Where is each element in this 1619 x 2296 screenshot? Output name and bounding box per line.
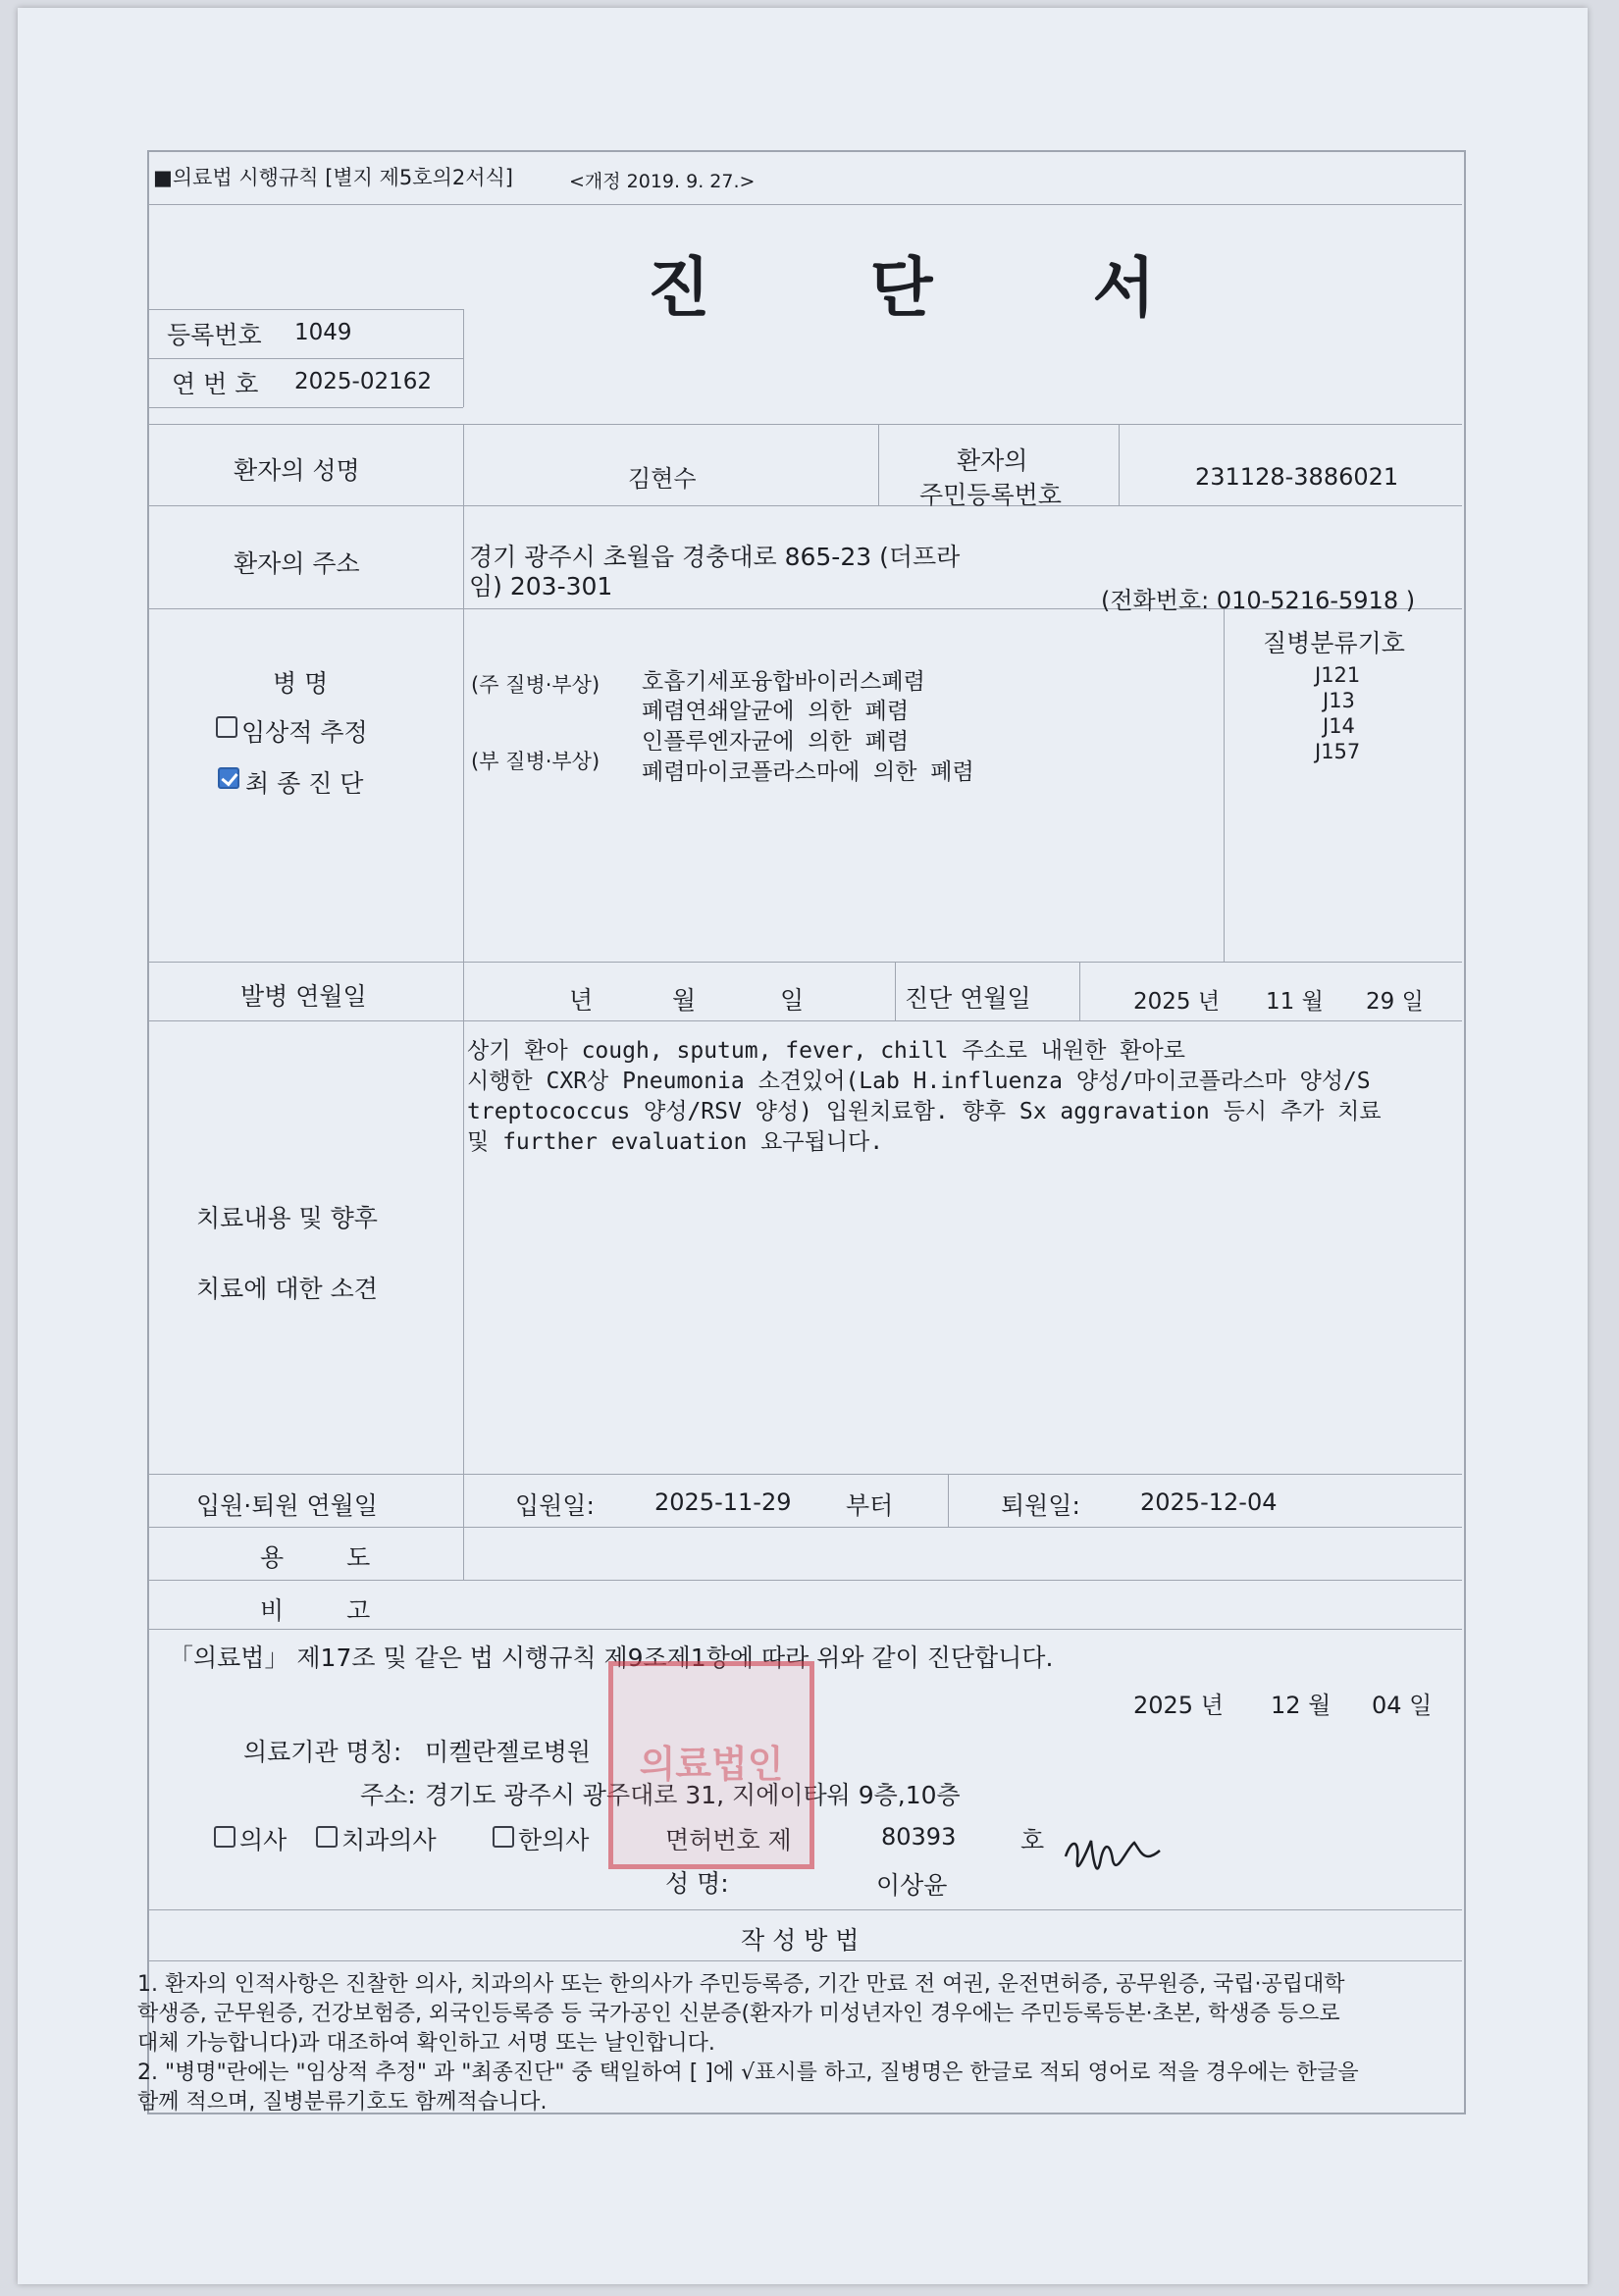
treatment-label-1: 치료내용 및 향후 xyxy=(196,1204,378,1232)
signature-image xyxy=(1058,1821,1166,1890)
clinical-estimate-label: 임상적 추정 xyxy=(241,718,368,747)
disease-item: 호흡기세포융합바이러스폐렴 xyxy=(642,669,925,695)
institution-address-label: 주소: xyxy=(360,1781,416,1809)
dentist-checkbox[interactable] xyxy=(316,1826,338,1848)
institution-name-label: 의료기관 명칭: xyxy=(243,1738,402,1766)
patient-address-label: 환자의 주소 xyxy=(234,549,360,578)
onset-month: 월 xyxy=(672,986,697,1015)
doctor-name-value: 이상윤 xyxy=(876,1871,948,1900)
patient-address-line2: 임) 203-301 xyxy=(469,572,613,600)
onset-date-label: 발병 연월일 xyxy=(240,982,367,1011)
admission-in-value: 2025-11-29 xyxy=(654,1488,792,1516)
patient-id-label-2: 주민등록번호 xyxy=(919,481,1062,509)
admission-in-label: 입원일: xyxy=(515,1491,595,1520)
diagnosis-label: 병 명 xyxy=(273,669,329,698)
issue-month: 12 월 xyxy=(1271,1692,1332,1719)
final-diagnosis-label: 최 종 진 단 xyxy=(245,769,364,798)
license-label: 면허번호 제 xyxy=(665,1826,792,1854)
patient-name-value: 김현수 xyxy=(628,465,697,493)
final-diagnosis-checkbox[interactable] xyxy=(218,767,239,789)
license-suffix: 호 xyxy=(1020,1826,1045,1854)
revision-date: <개정 2019. 9. 27.> xyxy=(569,171,756,192)
institution-address-value: 경기도 광주시 광주대로 31, 지에이타워 9층,10층 xyxy=(425,1781,961,1809)
license-number: 80393 xyxy=(881,1823,957,1851)
instructions-title: 작 성 방 법 xyxy=(741,1926,860,1955)
instruction-line: 학생증, 군무원증, 건강보험증, 외국인등록증 등 국가공인 신분증(환자가 미성년자인 경우에는 주민등록등본·초본, 학생증 등으로 xyxy=(137,2002,1340,2026)
disease-code: J121 xyxy=(1315,663,1361,687)
law-reference: ■의료법 시행규칙 [별지 제5호의2서식] xyxy=(153,166,513,189)
patient-id-value: 231128-3886021 xyxy=(1195,463,1399,491)
institution-name-value: 미켈란젤로병원 xyxy=(425,1738,592,1766)
oriental-doctor-option-label: 한의사 xyxy=(518,1826,590,1854)
main-disease-label: (주 질병·부상) xyxy=(471,673,601,697)
reg-number-value: 1049 xyxy=(294,320,352,345)
discharge-value: 2025-12-04 xyxy=(1140,1488,1278,1516)
treatment-line: 상기 환아 cough, sputum, fever, chill 주소로 내원한 환아로 xyxy=(467,1038,1185,1064)
official-seal-stamp xyxy=(608,1661,814,1869)
patient-name-label: 환자의 성명 xyxy=(234,456,360,485)
patient-phone: (전화번호: 010-5216-5918 ) xyxy=(1101,587,1416,614)
serial-number-label: 연 번 호 xyxy=(172,370,259,398)
diagnosis-month: 11 월 xyxy=(1266,989,1324,1015)
seal-text: 의료법인 xyxy=(639,1743,784,1787)
treatment-line: 및 further evaluation 요구됩니다. xyxy=(467,1129,884,1155)
sub-disease-label: (부 질병·부상) xyxy=(471,750,601,773)
discharge-label: 퇴원일: xyxy=(1001,1491,1080,1520)
treatment-line: treptococcus 양성/RSV 양성) 입원치료함. 향후 Sx aggravation 등시 추가 치료 xyxy=(467,1099,1382,1124)
page-title: 진 단 서 xyxy=(648,250,1225,326)
patient-id-label-1: 환자의 xyxy=(957,446,1028,475)
reg-number-label: 등록번호 xyxy=(167,321,262,349)
doctor-checkbox[interactable] xyxy=(214,1826,235,1848)
instruction-line: 대체 가능합니다)과 대조하여 확인하고 서명 또는 날인합니다. xyxy=(137,2031,715,2056)
admission-from: 부터 xyxy=(846,1491,894,1520)
disease-code-label: 질병분류기호 xyxy=(1263,629,1405,657)
disease-item: 인플루엔자균에 의한 폐렴 xyxy=(642,729,910,755)
instruction-line: 2. "병명"란에는 "임상적 추정" 과 "최종진단" 중 택일하여 [ ]에 √표시를 하고, 질병명은 한글로 적되 영어로 적을 경우에는 한글을 xyxy=(137,2061,1359,2085)
diagnosis-year: 2025 년 xyxy=(1133,989,1221,1015)
clinical-estimate-checkbox[interactable] xyxy=(216,716,237,738)
treatment-line: 시행한 CXR상 Pneumonia 소견있어(Lab H.influenza 양성/마이코플라스마 양성/S xyxy=(467,1069,1371,1094)
diagnosis-day: 29 일 xyxy=(1366,989,1424,1015)
instruction-line: 1. 환자의 인적사항은 진찰한 의사, 치과의사 또는 한의사가 주민등록증, 기간 만료 전 여권, 운전면허증, 공무원증, 국립·공립대학 xyxy=(137,1972,1345,1997)
onset-day: 일 xyxy=(780,986,805,1015)
patient-address-line1: 경기 광주시 초월읍 경충대로 865-23 (더프라 xyxy=(469,543,961,571)
onset-year: 년 xyxy=(569,986,594,1015)
issue-day: 04 일 xyxy=(1372,1692,1433,1719)
disease-code: J157 xyxy=(1315,740,1361,763)
diagnosis-date-label: 진단 연월일 xyxy=(905,984,1031,1013)
instruction-line: 함께 적으며, 질병분류기호도 함께적습니다. xyxy=(137,2090,548,2114)
dentist-option-label: 치과의사 xyxy=(341,1826,437,1854)
treatment-label-2: 치료에 대한 소견 xyxy=(196,1275,378,1303)
disease-code: J13 xyxy=(1323,689,1355,712)
doctor-option-label: 의사 xyxy=(239,1826,287,1854)
remarks-label: 비 고 xyxy=(260,1596,398,1625)
issue-year: 2025 년 xyxy=(1133,1692,1224,1719)
admission-label: 입원·퇴원 연월일 xyxy=(196,1491,378,1520)
serial-number-value: 2025-02162 xyxy=(294,369,432,394)
disease-item: 폐렴연쇄알균에 의한 폐렴 xyxy=(642,699,910,724)
disease-item: 폐렴마이코플라스마에 의한 폐렴 xyxy=(642,759,974,785)
oriental-doctor-checkbox[interactable] xyxy=(493,1826,514,1848)
disease-code: J14 xyxy=(1323,714,1355,738)
doctor-name-label: 성 명: xyxy=(665,1869,729,1898)
purpose-label: 용 도 xyxy=(260,1543,398,1572)
legal-statement: 「의료법」 제17조 및 같은 법 시행규칙 제9조제1항에 따라 위와 같이 진단합니다. xyxy=(169,1644,1054,1672)
